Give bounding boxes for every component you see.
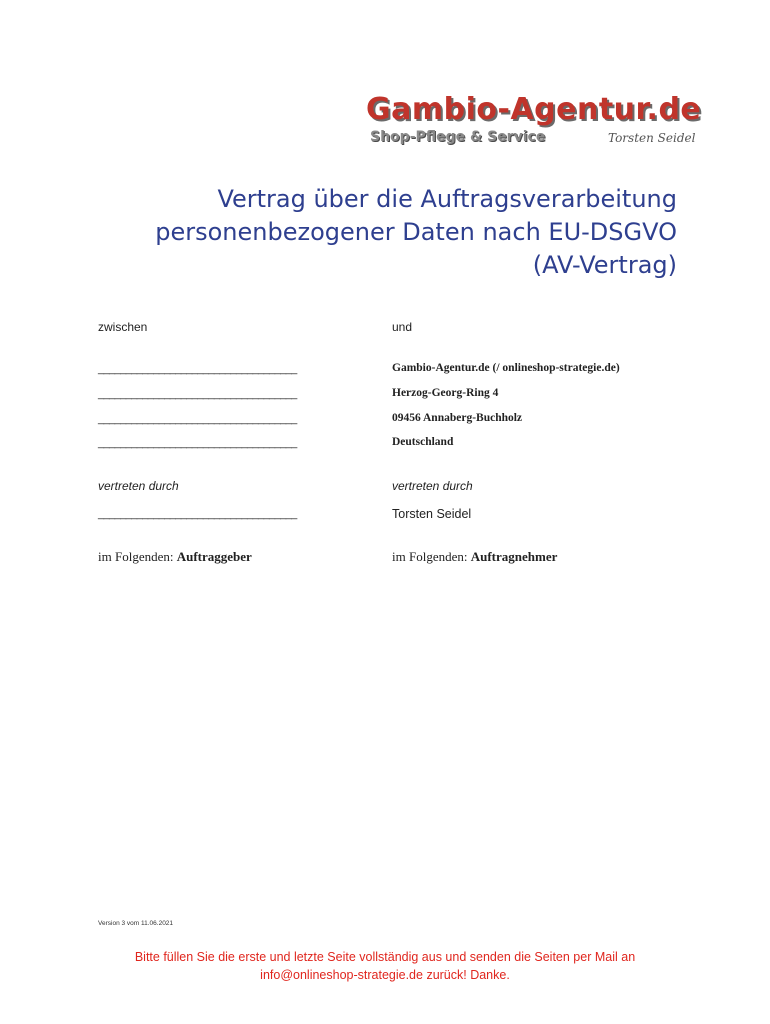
client-represented-by-label: vertreten durch	[98, 479, 179, 493]
contractor-role-name: Auftragnehmer	[470, 549, 558, 564]
client-country-line[interactable]: ____________________________________	[98, 437, 297, 449]
company-logo	[360, 92, 702, 152]
notice-line-2: info@onlineshop-strategie.de zurück! Danke.	[260, 968, 510, 982]
client-city-line[interactable]: ____________________________________	[98, 413, 297, 425]
contractor-role-prefix: im Folgenden:	[392, 549, 471, 564]
client-street-line[interactable]: ____________________________________	[98, 388, 297, 400]
client-role-prefix: im Folgenden:	[98, 549, 177, 564]
label-zwischen: zwischen	[98, 320, 148, 334]
title-line-1: Vertrag über die Auftragsverarbeitung	[217, 185, 677, 213]
title-line-2: personenbezogener Daten nach EU-DSGVO	[155, 218, 677, 246]
contractor-country: Deutschland	[392, 436, 454, 448]
client-representative-line[interactable]: ____________________________________	[98, 508, 297, 520]
contractor-representative: Torsten Seidel	[392, 507, 472, 521]
logo-signature: Torsten Seidel	[608, 131, 696, 145]
contractor-street: Herzog-Georg-Ring 4	[392, 387, 499, 399]
client-role	[98, 549, 252, 565]
title-line-3: (AV-Vertrag)	[532, 251, 677, 279]
logo-wordmark: Gambio-Agentur.de	[366, 92, 702, 127]
contractor-represented-by-label: vertreten durch	[392, 479, 473, 493]
contractor-name: Gambio-Agentur.de (/ onlineshop-strategie.de)	[392, 362, 620, 374]
label-und: und	[392, 320, 413, 334]
contractor-city: 09456 Annaberg-Buchholz	[392, 412, 523, 424]
logo-tagline: Shop-Pflege & Service	[370, 129, 546, 145]
document-title	[117, 183, 677, 282]
contractor-role	[392, 549, 557, 565]
fill-out-notice	[80, 948, 690, 984]
client-role-name: Auftraggeber	[176, 549, 252, 564]
client-name-line[interactable]: ____________________________________	[98, 363, 297, 375]
notice-line-1: Bitte füllen Sie die erste und letzte Seite vollständig aus und senden die Seiten per Mail an	[134, 950, 636, 964]
version-note: Version 3 vom 11.06.2021	[98, 920, 174, 927]
